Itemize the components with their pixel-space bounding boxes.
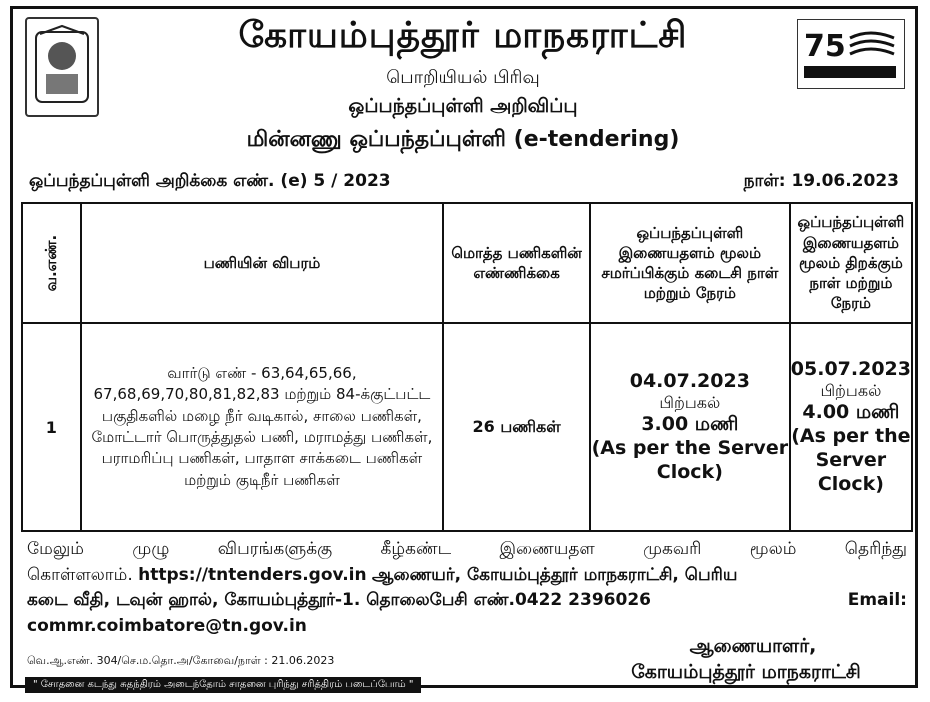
svg-text:75: 75	[804, 29, 846, 64]
submission-note: (As per the Server Clock)	[591, 437, 789, 483]
opening-period: பிற்பகல்	[820, 381, 882, 401]
tender-website-link[interactable]: https://tntenders.gov.in	[138, 564, 367, 585]
notice-date: நாள்: 19.06.2023	[743, 171, 899, 191]
reference-line	[29, 171, 899, 193]
motto-banner: " சோதனை கடந்து சுதந்திரம் அடைந்தோம் சாதனை புரிந்து சரித்திரம் படைப்போம் "	[25, 677, 421, 693]
tender-table	[21, 202, 913, 532]
opening-date: 05.07.2023	[790, 357, 911, 380]
opening-note: (As per the Server Clock)	[791, 425, 911, 495]
azadi-ka-amrit-mahotsav-logo	[797, 19, 905, 89]
corporation-emblem-icon	[25, 17, 99, 117]
footer-line-1: மேலும் முழு விபரங்களுக்கு கீழ்கண்ட இணையதள முகவரி மூலம் தெரிந்து	[27, 539, 907, 559]
submission-time: 3.00 மணி	[641, 413, 739, 436]
footer-line-2: கொள்ளலாம். https://tntenders.gov.in ஆணையர், கோயம்புத்தூர் மாநகராட்சி, பெரிய	[27, 564, 738, 585]
row-serial-number: 1	[22, 323, 81, 531]
signatory-organization: கோயம்புத்தூர் மாநகராட்சி	[631, 661, 861, 683]
notice-frame	[10, 6, 918, 688]
email-label: Email:	[847, 590, 907, 610]
signatory-title: ஆணையாளர்,	[689, 635, 817, 657]
notice-subtitle: மின்னணு ஒப்பந்தப்புள்ளி (e-tendering)	[246, 127, 680, 152]
row-opening-date	[790, 323, 912, 531]
page-title: கோயம்புத்தூர் மாநகராட்சி	[238, 15, 688, 56]
tender-reference-number: ஒப்பந்தப்புள்ளி அறிக்கை எண். (e) 5 / 2023	[29, 171, 391, 191]
submission-date: 04.07.2023	[629, 369, 750, 392]
header-work-description: பணியின் விபரம்	[81, 203, 444, 323]
notice-title: ஒப்பந்தப்புள்ளி அறிவிப்பு	[348, 95, 578, 117]
row-submission-deadline	[590, 323, 790, 531]
department-name: பொறியியல் பிரிவு	[386, 67, 540, 88]
row-work-description: வார்டு எண் - 63,64,65,66, 67,68,69,70,80,81,82,83 மற்றும் 84-க்குட்பட்ட பகுதிகளில் மழை நீர் வடிகால், சாலை பணிகள், மோட்டார் பொருத்துதல் பணி, மராமத்து பணிகள், பராமரிப்பு பணிகள், பாதாள சாக்கடை பணிகள் மற்றும் குடிநீர் பணிகள்	[81, 323, 444, 531]
table-row	[22, 323, 912, 531]
opening-time: 4.00 மணி	[802, 401, 900, 424]
publication-reference: வெ.ஆ.எண். 304/செ.ம.தொ.அ/கோவை/நாள் : 21.06.2023	[27, 654, 335, 667]
header-submission-deadline: ஒப்பந்தப்புள்ளி இணையதளம் மூலம் சமர்ப்பிக்கும் கடைசி நாள் மற்றும் நேரம்	[590, 203, 790, 323]
footer-text	[27, 537, 907, 639]
contact-email[interactable]: commr.coimbatore@tn.gov.in	[27, 615, 307, 636]
header-work-count: மொத்த பணிகளின் எண்ணிக்கை	[443, 203, 590, 323]
header-opening-date: ஒப்பந்தப்புள்ளி இணையதளம் மூலம் திறக்கும் நாள் மற்றும் நேரம்	[790, 203, 912, 323]
submission-period: பிற்பகல்	[659, 393, 721, 413]
header-serial-number: வ.எண்.	[22, 203, 81, 323]
footer-line-3: கடை வீதி, டவுன் ஹால், கோயம்புத்தூர்-1. தொலைபேசி எண்.0422 2396026 Email:	[27, 588, 907, 614]
table-header-row	[22, 203, 912, 323]
row-work-count: 26 பணிகள்	[443, 323, 590, 531]
